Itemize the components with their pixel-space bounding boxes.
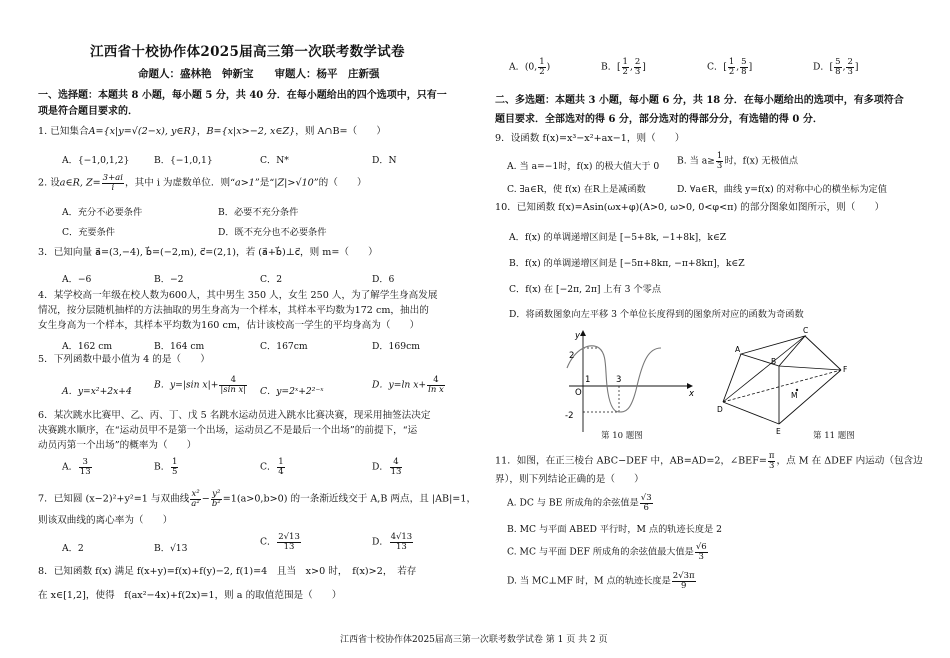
q4-stem-line1: 4．某学校高一年级在校人数为600人，其中男生 350 人，女生 250 人，为了解学生身高发展 [38, 290, 438, 301]
q4-option-a[interactable]: A．162 cm [62, 341, 113, 352]
q10-option-d[interactable]: D．将函数图象向左平移 3 个单位长度得到的图象所对应的函数为奇函数 [509, 309, 804, 320]
fig11-label-d: D [717, 405, 723, 414]
q3-option-a[interactable]: A．−6 [62, 274, 92, 285]
q1-option-c[interactable]: C．N* [260, 155, 289, 166]
q2-option-d[interactable]: D．既不充分也不必要条件 [218, 227, 327, 238]
fig11-edge-cf [805, 336, 841, 370]
q5-d-num: 4 [427, 376, 445, 386]
q8-d-frac2 [846, 58, 853, 76]
q8-a-num: 1 [539, 57, 545, 67]
q5-b-den: |sin x| [220, 384, 247, 395]
q5-b-num: 4 [219, 376, 247, 386]
q2-pre: 2. 设 [38, 177, 60, 189]
q8-d-frac1 [834, 58, 841, 76]
page-footer: 江西省十校协作体2025届高三第一次联考数学试卷 第 1 页 共 2 页 [340, 635, 608, 645]
fig10-x-axis-label: x [689, 389, 695, 399]
figure-10-graph [561, 328, 701, 440]
q5-option-d[interactable] [372, 376, 446, 394]
fig10-y-arrow [580, 330, 586, 336]
q11-stem-line2: 界），则下列结论正确的是（ ） [495, 474, 644, 485]
q11-stem-line1 [495, 452, 923, 470]
q8-option-b[interactable] [601, 58, 646, 76]
q8-d-comma: , [842, 61, 846, 73]
q8-d-close: ] [854, 61, 859, 73]
q6-option-a[interactable] [62, 458, 93, 476]
q7-c-label: C． [260, 536, 277, 548]
q11-d-num: 2√3π [672, 571, 695, 581]
q8-option-d[interactable] [813, 58, 859, 76]
q7-minus: − [201, 493, 210, 505]
q7-fy [211, 490, 222, 508]
q6-c-den: 4 [278, 466, 284, 477]
q11-a-den: 6 [643, 502, 649, 513]
q11-option-c[interactable] [507, 543, 709, 561]
q8-b-num2: 2 [634, 57, 641, 67]
q10-option-c[interactable]: C．f(x) 在 [−2π, 2π] 上有 3 个零点 [509, 284, 662, 295]
q1-set-b: B={x|x>−2, x∈Z} [206, 126, 296, 137]
fig10-sine-curve [567, 346, 661, 412]
q6-b-den: 5 [171, 466, 178, 477]
q7-d-label: D． [372, 536, 389, 548]
q5-option-c[interactable]: C．y=2ˣ+2²⁻ˣ [260, 386, 324, 397]
q11-option-b[interactable]: B. MC 与平面 ABED 平行时，M 点的轨迹长度是 2 [507, 524, 722, 535]
q9-option-b[interactable] [677, 152, 798, 170]
section2-heading-line2: 题目要求．全部选对的得 6 分，部分选对的得部分分，有选错的得 0 分． [495, 114, 823, 125]
q4-option-b[interactable]: B．164 cm [154, 341, 205, 352]
q7-fx-den: a² [191, 498, 200, 509]
q8-c-frac1 [728, 58, 735, 76]
q3-stem: 3．已知向量 a⃗=(3,−4), b⃗=(−2,m), c⃗=(2,1)，若 (a⃗+b⃗)⊥c⃗，则 m=（ ） [38, 247, 378, 258]
q9-b-post: 时，f(x) 无极值点 [724, 155, 799, 167]
q8-b-den1: 2 [622, 66, 628, 77]
q6-option-b[interactable] [154, 458, 179, 476]
q9-option-c[interactable]: C. ∃a∈R，使 f(x) 在R上是减函数 [507, 184, 646, 195]
fig11-label-b: B [771, 357, 777, 366]
q11-c-frac [695, 543, 708, 561]
fig10-origin-label: O [575, 388, 582, 398]
q4-option-d[interactable]: D．169cm [372, 341, 420, 352]
q7-option-d[interactable] [372, 533, 414, 551]
q2-num: 3+ai [102, 173, 123, 183]
q7-c-frac [277, 533, 301, 551]
q8-b-comma: , [629, 61, 633, 73]
q2-cond1: a>1 [235, 177, 255, 189]
q1-stem [38, 126, 386, 137]
q11-option-a[interactable] [507, 494, 654, 512]
q6-d-num: 4 [390, 458, 403, 468]
q6-b-frac [171, 458, 178, 476]
fig11-label-f: F [843, 365, 848, 374]
q6-stem-line2: 决赛跳水顺序，在“运动员甲不是第一个出场，运动员乙不是最后一个出场”的前提下，“运 [38, 425, 418, 436]
q9-b-num: 1 [716, 151, 723, 161]
q7-fy-den: b² [211, 498, 221, 509]
q4-stem-line2: 情况，按分层随机抽样的方法抽取的男生身高为一个样本，其样本平均数为172 cm，抽出的 [38, 305, 429, 316]
fig10-y-top-label: 2 [569, 351, 575, 361]
q7-c-num: 2√13 [278, 532, 300, 542]
q9-option-a[interactable]: A. 当 a=−1时，f(x) 的极大值大于 0 [507, 161, 660, 172]
q11-d-pre: D. 当 MC⊥MF 时，M 点的轨迹长度是 [507, 575, 671, 587]
exam-title: 江西省十校协作体2025届高三第一次联考数学试卷 [90, 44, 405, 60]
q5-option-a[interactable]: A．y=x²+2x+4 [62, 386, 132, 397]
section2-heading-line1: 二、多选题：本题共 3 小题，每小题 6 分，共 18 分．在每小题给出的选项中，有多项符合 [495, 95, 904, 106]
q6-a-frac [79, 458, 92, 476]
q7-option-b[interactable]: B．√13 [154, 543, 188, 554]
fig11-label-e: E [776, 427, 781, 436]
q4-option-c[interactable]: C．167cm [260, 341, 308, 352]
q2-option-c[interactable]: C．充要条件 [62, 227, 115, 238]
q5-stem: 5．下列函数中最小值为 4 的是（ ） [38, 354, 210, 365]
q7-fy-num: y² [212, 489, 221, 499]
q7-option-a[interactable]: A．2 [62, 543, 84, 554]
q8-c-comma: , [736, 61, 740, 73]
q11-a-num: √3 [640, 493, 652, 503]
q6-b-num: 1 [171, 457, 178, 467]
q7-stem-line1 [38, 490, 476, 508]
q8-d-label: D．[ [813, 61, 834, 73]
q6-stem-line1: 6．某次跳水比赛甲、乙、丙、丁、戊 5 名跳水运动员进入跳水比赛决赛，现采用抽签法决定 [38, 410, 431, 421]
figure-11-caption: 第 11 题图 [813, 431, 855, 441]
q6-option-c[interactable] [260, 458, 286, 476]
q7-option-c[interactable] [260, 533, 302, 551]
q2-post1: ，其中 i 为虚数单位．则“ [124, 177, 235, 189]
q11-d-den: 9 [681, 580, 687, 591]
q8-b-frac2 [634, 58, 641, 76]
q2-expr: a∈R, Z= [59, 177, 101, 189]
q7-d-frac [390, 533, 414, 551]
q6-d-label: D． [372, 461, 389, 473]
q7-d-num: 4√13 [390, 532, 413, 542]
q2-cond2: |Z|>√10 [274, 177, 314, 189]
q10-option-a[interactable]: A．f(x) 的单调递增区间是 [−5+8k, −1+8k]，k∈Z [509, 232, 727, 243]
q8-c-den2: 8 [741, 66, 747, 77]
q5-d-frac [427, 376, 445, 394]
q10-option-b[interactable]: B．f(x) 的单调递增区间是 [−5π+8kπ, −π+8kπ]，k∈Z [509, 258, 745, 269]
q7-d-den: 13 [395, 541, 407, 552]
fig11-label-m: M [791, 391, 798, 400]
q8-option-c[interactable] [707, 58, 752, 76]
q8-stem-line2: 在 x∈[1,2]，使得 f(ax²−4x)+f(2x)=1，则 a 的取值范围是（ ） [38, 590, 342, 601]
q9-b-pre: B. 当 a≥ [677, 155, 715, 167]
q6-option-d[interactable] [372, 458, 403, 476]
q2-den: i [111, 182, 115, 193]
q7-fx-num: x² [191, 489, 200, 499]
q8-a-den: 2 [539, 66, 545, 77]
q11-c-pre: C. MC 与平面 DEF 所成角的余弦值最大值是 [507, 546, 694, 558]
q5-d-den: ln x [428, 384, 444, 395]
q8-d-num2: 2 [847, 57, 853, 67]
q1-option-a[interactable]: A．{−1,0,1,2} [62, 155, 130, 166]
q11-c-num: √6 [695, 542, 707, 552]
right-column [495, 0, 923, 658]
fig11-line-bf [779, 366, 841, 370]
fig10-x-one-label: 1 [585, 375, 591, 385]
q9-b-den: 3 [716, 160, 723, 171]
q6-a-num: 3 [79, 458, 92, 468]
q10-stem: 10．已知函数 f(x)=Asin(ωx+φ)(A>0, ω>0, 0<φ<π) 的部分图象如图所示，则（ ） [495, 202, 885, 213]
authors-line: 命题人：盛林艳 钟新宝 审题人：杨平 庄新强 [138, 68, 380, 80]
q6-b-label: B． [154, 461, 170, 473]
q8-b-label: B．[ [601, 61, 621, 73]
q11-d-frac [672, 572, 696, 590]
q8-b-num1: 1 [622, 57, 628, 67]
q8-c-label: C．[ [707, 61, 727, 73]
q8-d-num1: 5 [835, 57, 841, 67]
q7-stem-line2: 则该双曲线的离心率为（ ） [38, 515, 173, 526]
fig10-y-axis-label: y [575, 331, 581, 341]
q6-c-frac [277, 458, 284, 476]
q4-stem-line3: 女生身高为一个样本，其样本平均数为160 cm，估计该校高一学生的平均身高为（ ） [38, 320, 420, 331]
q5-option-b[interactable] [154, 376, 248, 394]
q3-option-c[interactable]: C．2 [260, 274, 283, 285]
q1-mid: ， [196, 126, 207, 137]
q8-option-a[interactable] [509, 58, 550, 76]
q2-stem [38, 174, 367, 192]
q11-c-den: 3 [698, 551, 704, 562]
q7-c-den: 13 [283, 541, 295, 552]
q8-a-label: A．(0, [509, 61, 538, 73]
q3-option-b[interactable]: B．−2 [154, 274, 184, 285]
q6-a-den: 13 [79, 466, 91, 477]
q5-b-frac [219, 376, 247, 394]
q7-fx [190, 490, 200, 508]
q2-option-a[interactable]: A．充分不必要条件 [62, 207, 143, 218]
q8-b-den2: 3 [634, 66, 641, 77]
q7-pre: 7．已知圆 (x−2)²+y²=1 与双曲线 [38, 493, 190, 505]
q8-c-close: ] [748, 61, 753, 73]
q8-a-frac [538, 58, 545, 76]
q1-option-d[interactable]: D．N [372, 155, 397, 166]
q3-option-d[interactable]: D．6 [372, 274, 395, 285]
q11-a-pre: A. DC 与 BE 所成角的余弦值是 [507, 497, 639, 509]
q6-c-label: C． [260, 461, 277, 473]
q6-a-label: A． [62, 461, 78, 473]
figure-10-caption: 第 10 题图 [601, 431, 643, 441]
q11-angle-den: 3 [768, 460, 775, 471]
q9-option-d[interactable]: D. ∀a∈R，曲线 y=f(x) 的对称中心的横坐标为定值 [677, 184, 887, 195]
q8-b-close: ] [642, 61, 646, 73]
q8-b-frac1 [622, 58, 629, 76]
q6-stem-line3: 动员丙第一个出场”的概率为（ ） [38, 440, 197, 451]
q11-angle-num: π [768, 451, 775, 461]
q6-d-den: 13 [390, 466, 402, 477]
q8-c-frac2 [740, 58, 747, 76]
q1-option-b[interactable]: B．{−1,0,1} [154, 155, 213, 166]
figure-11-frustum [715, 326, 855, 438]
q1-pre: 1. 已知集合 [38, 126, 89, 137]
q2-post3: ”的（ ） [313, 177, 367, 189]
q11-a-frac [640, 494, 653, 512]
q11-post: ，点 M 在 ΔDEF 内运动（包含边 [776, 455, 923, 467]
q6-d-frac [390, 458, 403, 476]
q8-c-num2: 5 [741, 57, 747, 67]
q11-option-d[interactable] [507, 572, 697, 590]
section1-heading-line2: 项是符合题目要求的． [38, 106, 138, 117]
q5-d-pre: D．y=ln x+ [372, 379, 427, 391]
fig10-y-bottom-label: -2 [565, 411, 574, 421]
q8-d-den2: 3 [847, 66, 853, 77]
q8-c-num1: 1 [728, 57, 735, 67]
q2-option-b[interactable]: B．必要不充分条件 [218, 207, 299, 218]
q1-post: ，则 A∩B=（ ） [295, 126, 386, 137]
q5-b-pre: B．y=|sin x|+ [154, 379, 219, 391]
q11-pre: 11．如图，在正三棱台 ABC−DEF 中，AB=AD=2，∠BEF= [495, 455, 767, 467]
q8-d-den1: 8 [835, 66, 841, 77]
q9-stem: 9．设函数 f(x)=x³−x²+ax−1，则（ ） [495, 133, 685, 144]
fig11-edge-de [723, 402, 779, 424]
q2-post2: ”是“ [254, 177, 275, 189]
q6-c-num: 1 [278, 457, 284, 467]
q8-stem-line1: 8．已知函数 f(x) 满足 f(x+y)=f(x)+f(y)−2, f(1)=4 且当 x>0 时， f(x)>2， 若存 [38, 566, 417, 577]
q2-fraction [102, 174, 124, 192]
fig11-label-c: C [803, 326, 809, 335]
section1-heading-line1: 一、选择题：本题共 8 小题，每小题 5 分，共 40 分．在每小题给出的四个选项中，只有一 [38, 90, 447, 101]
q1-set-a: A={x|y=√(2−x), y∈R} [88, 126, 197, 137]
fig11-label-a: A [735, 345, 741, 354]
q7-post: =1(a>0,b>0) 的一条渐近线交于 A,B 两点，且 |AB|=1， [222, 493, 477, 505]
q8-c-den1: 2 [728, 66, 735, 77]
fig10-x-three-label: 3 [616, 375, 622, 385]
q11-angle-frac [768, 452, 776, 470]
q8-a-close: ) [546, 61, 551, 73]
q9-b-frac [716, 152, 723, 170]
